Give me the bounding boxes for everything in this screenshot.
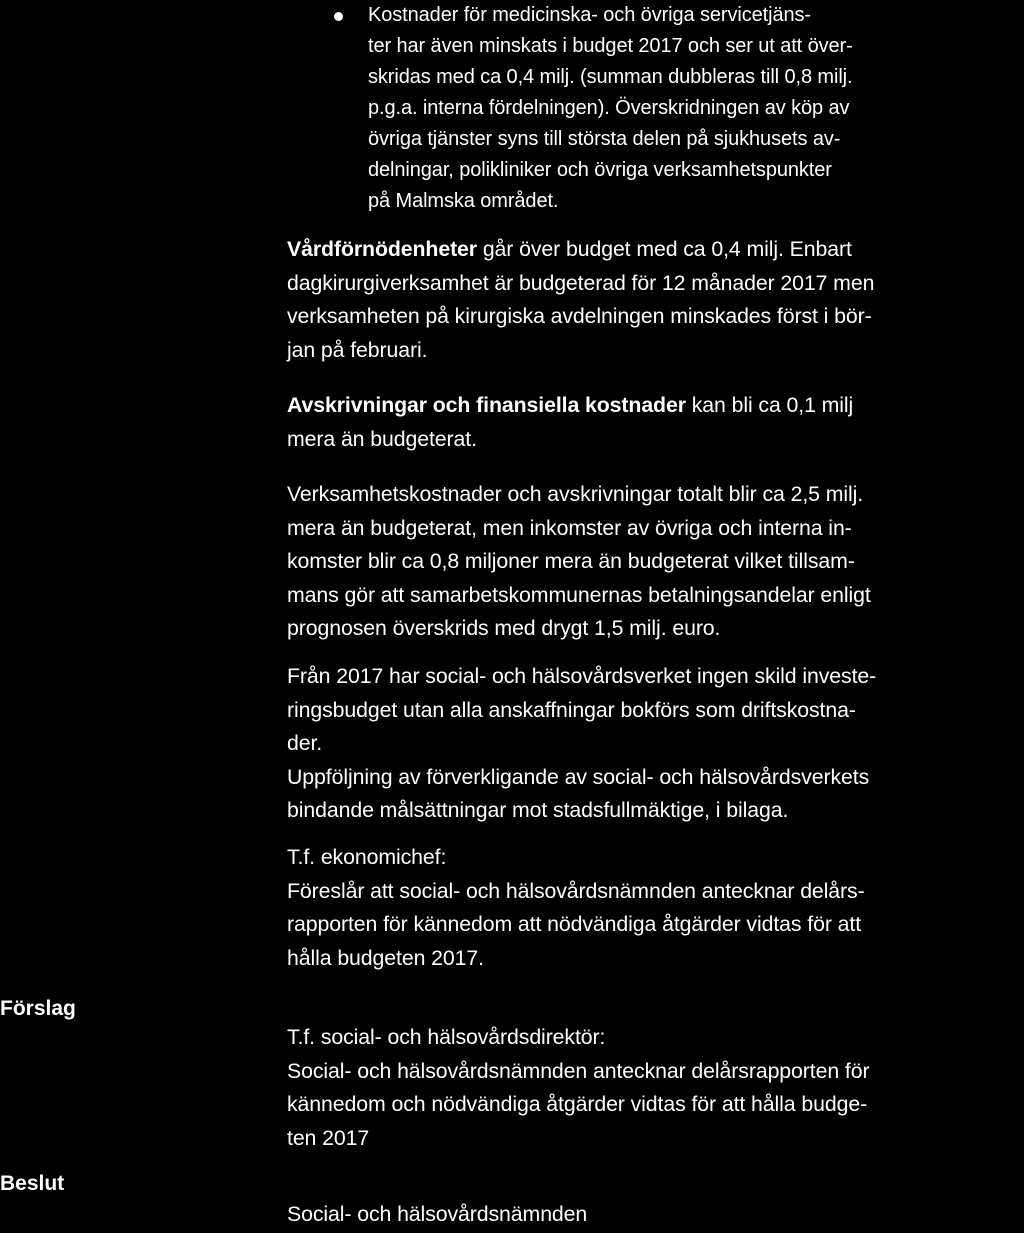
paragraph-line: ten 2017 — [287, 1125, 370, 1150]
paragraph-line: prognosen överskrids med drygt 1,5 milj. euro. — [287, 616, 721, 641]
paragraph-line: hålla budgeten 2017. — [287, 945, 484, 970]
bullet-line: p.g.a. interna fördelningen). Överskridningen av köp av — [368, 97, 850, 119]
paragraph-line: bindande målsättningar mot stadsfullmäktige, i bilaga. — [287, 798, 789, 823]
avskrivningar-heading: Avskrivningar och finansiella kostnader — [287, 393, 686, 417]
verksamhetskostnader-paragraph — [287, 478, 1024, 646]
bullet-icon — [334, 12, 343, 21]
bullet-paragraph — [368, 0, 1024, 217]
paragraph-line: Social- och hälsovårdsnämnden — [287, 1202, 588, 1226]
bullet-line: ter har även minskats i budget 2017 och ser ut att över- — [368, 35, 853, 57]
paragraph-line: T.f. ekonomichef: — [287, 845, 447, 869]
paragraph-line: mans gör att samarbetskommunernas betalningsandelar enligt — [287, 582, 871, 607]
paragraph-line: Verksamhetskostnader och avskrivningar totalt blir ca 2,5 milj. — [287, 482, 864, 506]
ekonomichef-paragraph — [287, 841, 1024, 975]
paragraph-line: mera än budgeterat. — [287, 426, 477, 451]
paragraph-line — [287, 389, 1024, 423]
paragraph-line: Uppföljning av förverkligande av social- och hälsovårdsverkets — [287, 764, 870, 789]
investering-paragraph — [287, 660, 1024, 828]
beslut-label: Beslut — [0, 1172, 65, 1195]
paragraph-text: går över budget med ca 0,4 milj. Enbart — [477, 237, 852, 261]
paragraph-line: rapporten för kännedom att nödvändiga åtgärder vidtas för att — [287, 912, 862, 937]
bullet-line: övriga tjänster syns till största delen på sjukhusets av- — [368, 128, 841, 150]
paragraph-line: komster blir ca 0,8 miljoner mera än budgeterat vilket tillsam- — [287, 549, 855, 574]
paragraph-line: jan på februari. — [287, 337, 428, 362]
paragraph-line: der. — [287, 731, 323, 756]
beslut-paragraph — [287, 1198, 1024, 1232]
bullet-line: delningar, polikliniker och övriga verksamhetspunkter — [368, 159, 832, 181]
paragraph-line: dagkirurgiverksamhet är budgeterad för 12 månader 2017 men — [287, 270, 875, 295]
bullet-line: skridas med ca 0,4 milj. (summan dubbleras till 0,8 milj. — [368, 66, 853, 88]
paragraph-line: verksamheten på kirurgiska avdelningen minskades först i bör- — [287, 304, 872, 329]
avskrivningar-paragraph — [287, 389, 1024, 456]
paragraph-line: kännedom och nödvändiga åtgärder vidtas för att hålla budge- — [287, 1092, 868, 1117]
paragraph-line: Från 2017 har social- och hälsovårdsverket ingen skild investe- — [287, 664, 877, 688]
bullet-line: Kostnader för medicinska- och övriga servicetjäns- — [368, 4, 811, 26]
paragraph-line — [287, 233, 1024, 267]
vardfornodenheter-paragraph — [287, 233, 1024, 367]
forslag-label: Förslag — [0, 997, 76, 1020]
paragraph-line: Social- och hälsovårdsnämnden antecknar delårsrapporten för — [287, 1058, 870, 1083]
forslag-paragraph — [287, 1021, 1024, 1155]
paragraph-text: kan bli ca 0,1 milj — [685, 393, 854, 417]
paragraph-line: ringsbudget utan alla anskaffningar bokförs som driftskostna- — [287, 697, 856, 722]
paragraph-line: T.f. social- och hälsovårdsdirektör: — [287, 1025, 606, 1049]
vardfornodenheter-heading: Vårdförnödenheter — [287, 237, 477, 261]
paragraph-line: mera än budgeterat, men inkomster av övriga och interna in- — [287, 515, 852, 540]
paragraph-line: Föreslår att social- och hälsovårdsnämnden antecknar delårs- — [287, 878, 865, 903]
bullet-line: på Malmska området. — [368, 190, 559, 212]
